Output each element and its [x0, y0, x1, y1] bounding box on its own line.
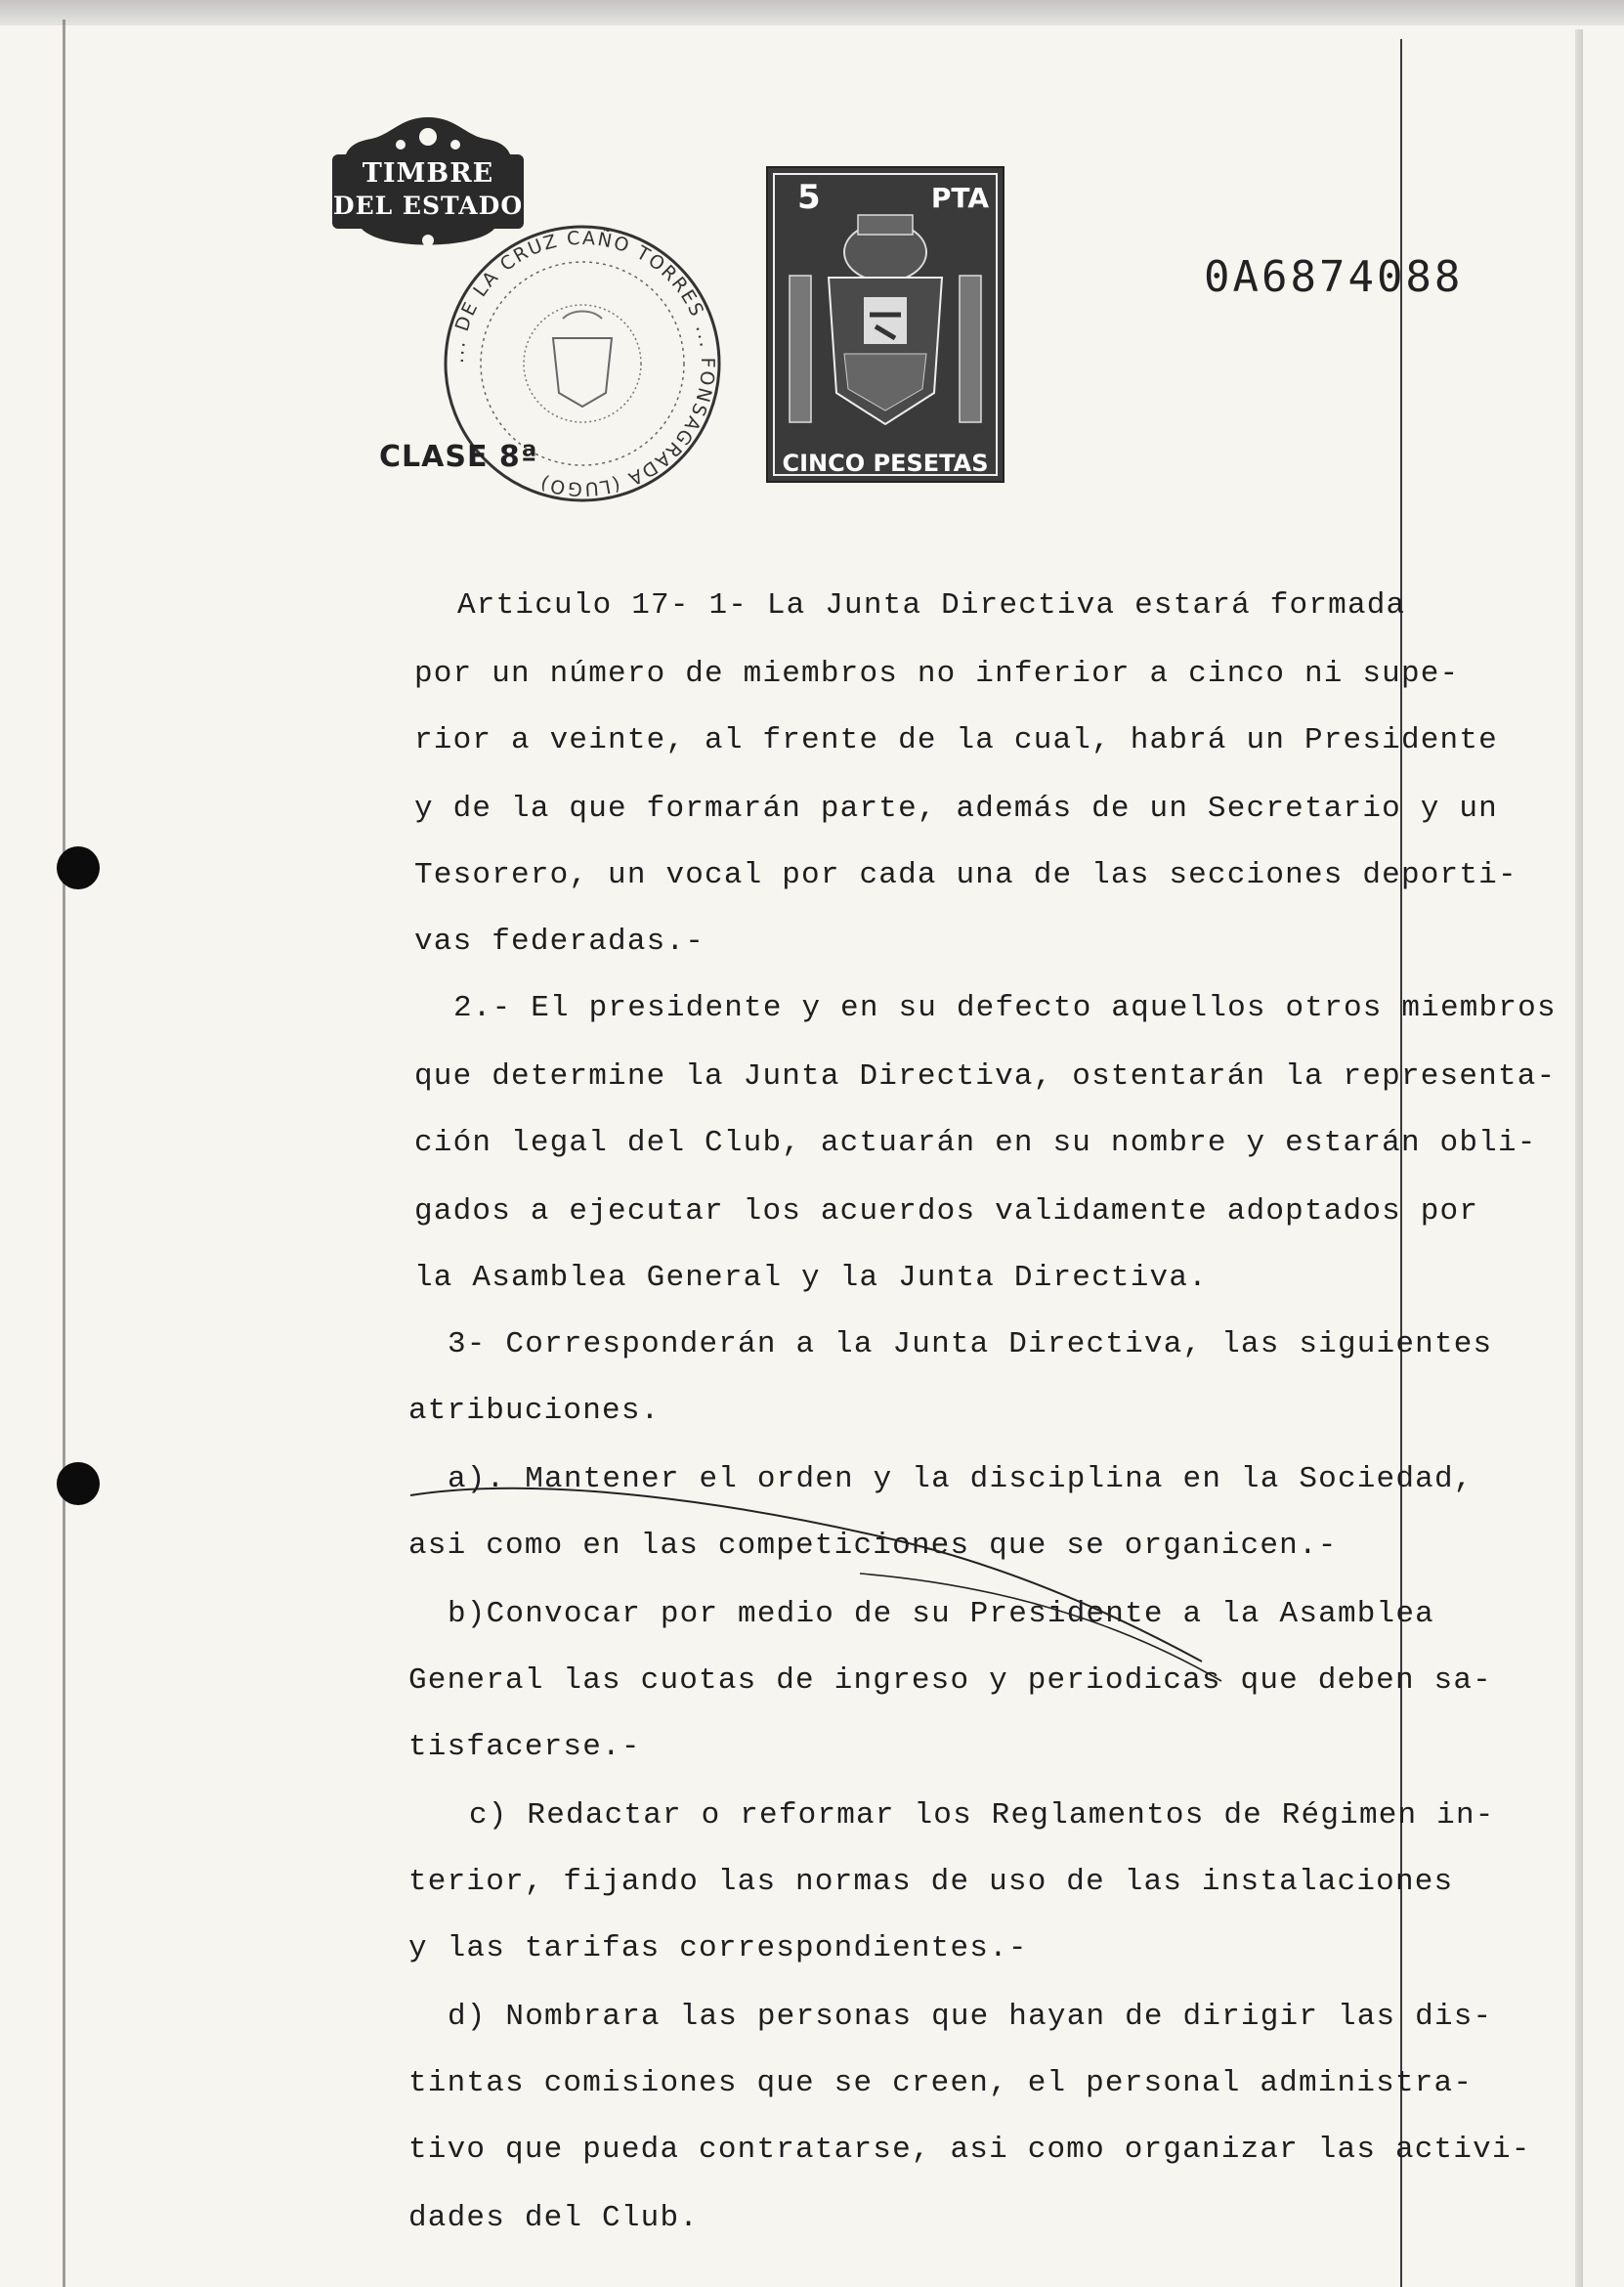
stamp-unit: PTA [930, 182, 989, 214]
body-line: que determine la Junta Directiva, ostentarán la representa- [414, 1059, 1557, 1094]
body-line: y las tarifas correspondientes.- [408, 1931, 1028, 1965]
body-line: atribuciones. [408, 1394, 661, 1428]
punch-hole-top [57, 846, 100, 889]
body-line: Articulo 17- 1- La Junta Directiva estará formada [457, 588, 1406, 623]
stamp-value: 5 [797, 178, 821, 217]
body-line: b)Convocar por medio de su Presidente a la Asamblea [448, 1597, 1434, 1631]
body-line: tisfacerse.- [408, 1730, 641, 1764]
scan-right-edge [1575, 29, 1583, 2287]
body-line: gados a ejecutar los acuerdos validamente adoptados por [414, 1194, 1479, 1229]
seal-text: ... DE LA CRUZ CAÑO TORRES ... FONSAGRADA (LUGO) [446, 227, 719, 500]
body-line: la Asamblea General y la Junta Directiva. [414, 1261, 1208, 1295]
body-line: tivo que pueda contratarse, asi como organizar las activi- [408, 2133, 1531, 2167]
stamp-label: CINCO PESETAS [782, 450, 989, 477]
body-line: tintas comisiones que se creen, el personal administra- [408, 2066, 1474, 2100]
body-line: ción legal del Club, actuarán en su nombre y estarán obli- [414, 1126, 1537, 1160]
body-line: d) Nombrara las personas que hayan de dirigir las dis- [448, 2000, 1493, 2034]
body-line: asi como en las competiciones que se organicen.- [408, 1529, 1338, 1563]
timbre-line-2: DEL ESTADO [332, 192, 524, 220]
punch-hole-bottom [57, 1462, 100, 1505]
body-line: 3- Corresponderán a la Junta Directiva, las siguientes [448, 1327, 1493, 1361]
body-line: terior, fijando las normas de uso de las instalaciones [408, 1865, 1454, 1899]
revenue-stamp [766, 166, 1004, 483]
body-line: Tesorero, un vocal por cada una de las secciones deporti- [414, 858, 1517, 892]
scan-left-edge [63, 20, 65, 2287]
margin-fold-line [1400, 39, 1402, 2287]
clase-label: CLASE 8ª [379, 440, 538, 474]
scan-top-strip [0, 0, 1624, 25]
body-line: General las cuotas de ingreso y periodicas que deben sa- [408, 1663, 1492, 1698]
body-line: c) Redactar o reformar los Reglamentos de Régimen in- [469, 1798, 1495, 1833]
body-line: a). Mantener el orden y la disciplina en la Sociedad, [448, 1462, 1474, 1496]
body-line: por un número de miembros no inferior a cinco ni supe- [414, 657, 1460, 691]
body-line: dades del Club. [408, 2201, 700, 2235]
body-line: rior a veinte, al frente de la cual, habrá un Presidente [414, 723, 1498, 757]
timbre-line-1: TIMBRE [362, 158, 494, 189]
body-line: 2.- El presidente y en su defecto aquellos otros miembros [453, 991, 1557, 1025]
body-line: y de la que formarán parte, además de un Secretario y un [414, 792, 1498, 826]
body-line: vas federadas.- [414, 925, 705, 959]
serial-number: 0A6874088 [1204, 252, 1464, 302]
